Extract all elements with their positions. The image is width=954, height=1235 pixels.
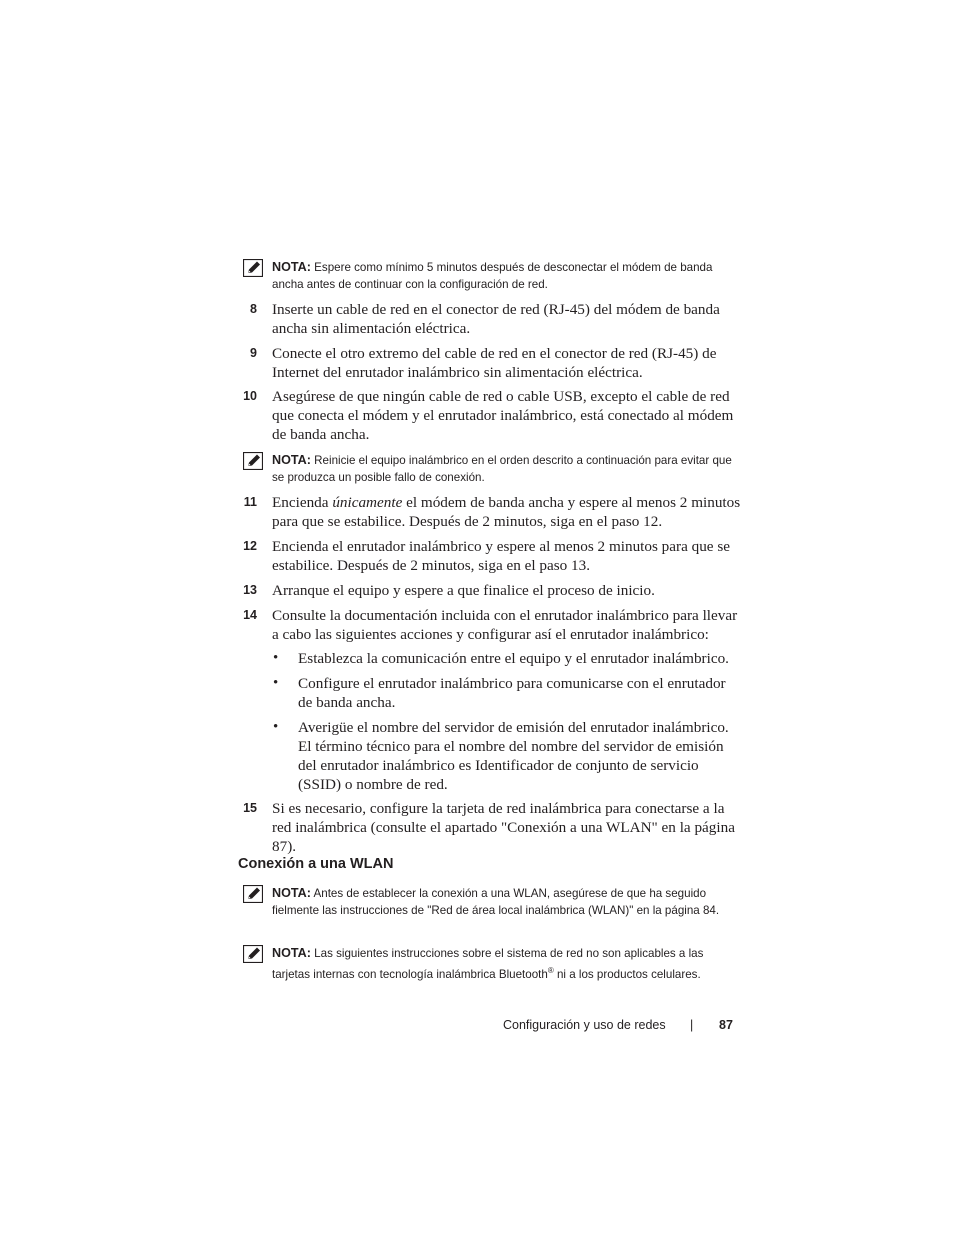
step-number: 14 bbox=[243, 608, 257, 622]
note-pencil-icon bbox=[243, 945, 263, 963]
note-text: Reinicie el equipo inalámbrico en el orden descrito a continuación para evitar que se produzca un posible fallo de conexión. bbox=[272, 454, 732, 484]
note-3 bbox=[272, 885, 742, 919]
bullet-text: Configure el enrutador inalámbrico para comunicarse con el enrutador de banda ancha. bbox=[298, 675, 726, 711]
note-text: Espere como mínimo 5 minutos después de desconectar el módem de banda ancha antes de continuar con la configuración de red. bbox=[272, 261, 713, 291]
bullet-symbol: • bbox=[273, 675, 279, 691]
note-4 bbox=[272, 945, 742, 983]
page-number: 87 bbox=[719, 1018, 733, 1032]
step-number: 11 bbox=[243, 495, 257, 509]
step-number: 10 bbox=[243, 389, 257, 403]
note-label: NOTA: bbox=[272, 260, 311, 274]
note-pencil-icon bbox=[243, 452, 263, 470]
step-text: Encienda únicamente el módem de banda ancha y espere al menos 2 minutos para que se estabilice. Después de 2 minutos, siga en el paso 12. bbox=[272, 494, 741, 530]
step-text: Si es necesario, configure la tarjeta de red inalámbrica para conectarse a la red inalámbrica (consulte el apartado "Conexión a una WLAN" en la página 87). bbox=[272, 800, 735, 855]
note-1 bbox=[272, 259, 742, 293]
bullet-symbol: • bbox=[273, 719, 279, 735]
registered-mark: ® bbox=[547, 966, 554, 975]
note-text: Las siguientes instrucciones sobre el sistema de red no son aplicables a las tarjetas internas con tecnología inalámbrica Bluetooth® ni a los productos celulares. bbox=[272, 947, 704, 981]
bullet-text: Establezca la comunicación entre el equipo y el enrutador inalámbrico. bbox=[298, 650, 729, 667]
footer-separator: | bbox=[690, 1018, 694, 1032]
note-label: NOTA: bbox=[272, 886, 311, 900]
bullet-text: Averigüe el nombre del servidor de emisión del enrutador inalámbrico. El término técnico para el nombre del nombre del servidor de emisión del enrutador inalámbrico es Identificador de conjunto de servicio (SSID) o nombre de red. bbox=[298, 719, 729, 793]
step-number: 15 bbox=[243, 801, 257, 815]
step-number: 9 bbox=[250, 346, 257, 360]
step-number: 12 bbox=[243, 539, 257, 553]
note-label: NOTA: bbox=[272, 453, 311, 467]
step-text: Consulte la documentación incluida con el enrutador inalámbrico para llevar a cabo las siguientes acciones y configurar así el enrutador inalámbrico: bbox=[272, 607, 738, 643]
section-heading: Conexión a una WLAN bbox=[238, 856, 394, 872]
note-pencil-icon bbox=[243, 259, 263, 277]
step-number: 8 bbox=[250, 302, 257, 316]
note-2 bbox=[272, 452, 742, 486]
step-text: Arranque el equipo y espere a que finalice el proceso de inicio. bbox=[272, 582, 655, 599]
step-text: Encienda el enrutador inalámbrico y espere al menos 2 minutos para que se estabilice. Después de 2 minutos, siga en el paso 13. bbox=[272, 538, 730, 574]
step-text: Inserte un cable de red en el conector de red (RJ-45) del módem de banda ancha sin alimentación eléctrica. bbox=[272, 301, 720, 337]
step-number: 13 bbox=[243, 583, 257, 597]
step-text: Asegúrese de que ningún cable de red o cable USB, excepto el cable de red que conecta el módem y el enrutador inalámbrico, está conectado al módem de banda ancha. bbox=[272, 388, 734, 443]
step-text: Conecte el otro extremo del cable de red en el conector de red (RJ-45) de Internet del enrutador inalámbrico sin alimentación eléctrica. bbox=[272, 345, 717, 381]
bullet-symbol: • bbox=[273, 650, 279, 666]
note-label: NOTA: bbox=[272, 946, 311, 960]
note-pencil-icon bbox=[243, 885, 263, 903]
emphasis: únicamente bbox=[332, 494, 403, 511]
footer-section-title: Configuración y uso de redes bbox=[503, 1018, 666, 1032]
note-text: Antes de establecer la conexión a una WLAN, asegúrese de que ha seguido fielmente las instrucciones de "Red de área local inalámbrica (WLAN)" en la página 84. bbox=[272, 887, 720, 917]
